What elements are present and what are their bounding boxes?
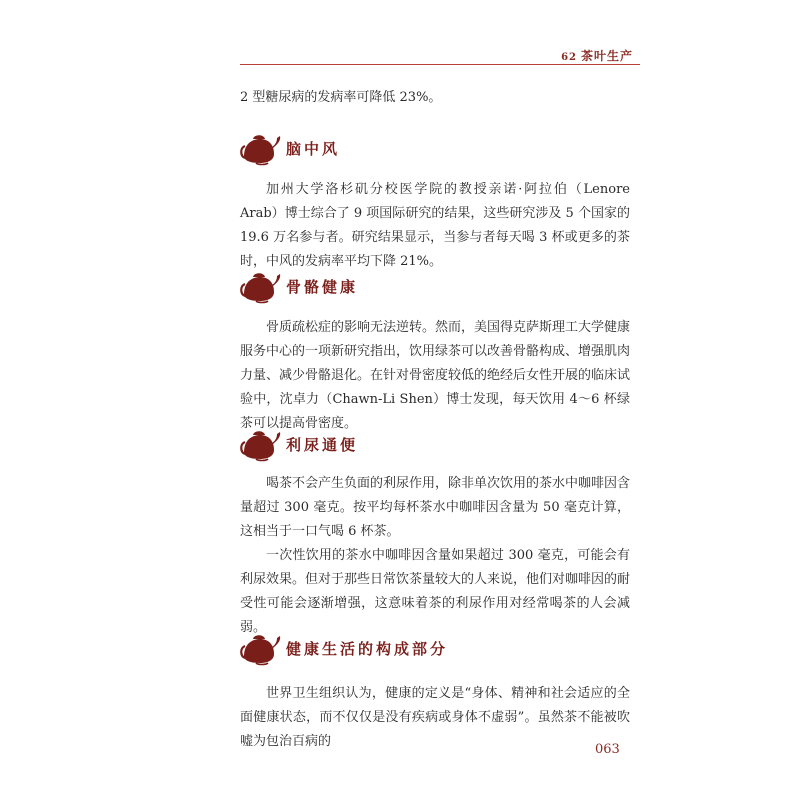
header-chapter-title: 茶叶生产 [580, 49, 633, 63]
section-paragraph: 一次性饮用的茶水中咖啡因含量如果超过 300 毫克，可能会有利尿效果。但对于那些日常饮茶量较大的人来说，他们对咖啡因的耐受性可能会逐渐增强，这意味着茶的利尿作用对经常喝茶的人会减弱。 [240, 548, 631, 635]
section-heading-healthy-life [240, 628, 448, 668]
section-title: 利尿通便 [286, 435, 359, 454]
teapot-icon [240, 426, 282, 462]
section-paragraph: 世界卫生组织认为，健康的定义是“身体、精神和社会适应的全面健康状态，而不仅仅是没有疾病或身体不虚弱”。虽然茶不能被吹嘘为包治百病的 [240, 686, 630, 749]
teapot-icon [240, 130, 282, 166]
header-rule [240, 64, 640, 65]
section-paragraph: 加州大学洛杉矶分校医学院的教授亲诺·阿拉伯（Lenore Arab）博士综合了 9 项国际研究的结果，这些研究涉及 5 个国家的 19.6 万名参与者。研究结果显示，当参与者每天喝 3 杯或更多的茶时，中风的发病率平均下降 21%。 [240, 182, 630, 269]
teapot-icon [240, 268, 282, 304]
section-title: 骨骼健康 [286, 277, 359, 296]
intro-line: 2 型糖尿病的发病率可降低 23%。 [240, 90, 442, 105]
section-heading-diuretic [240, 424, 358, 464]
section-paragraph: 喝茶不会产生负面的利尿作用，除非单次饮用的茶水中咖啡因含量超过 300 毫克。按平均每杯茶水中咖啡因含量为 50 毫克计算，这相当于一口气喝 6 杯茶。 [240, 476, 631, 539]
section-heading-stroke [240, 128, 340, 168]
section-paragraph: 骨质疏松症的影响无法逆转。然而，美国得克萨斯理工大学健康服务中心的一项新研究指出，饮用绿茶可以改善骨骼构成、增强肌肉力量、减少骨骼退化。在针对骨密度较低的绝经后女性开展的临床试验中，沈卓力（Chawn-Li Shen）博士发现，每天饮用 4～6 杯绿茶可以提高骨密度。 [240, 320, 631, 431]
section-title: 健康生活的构成部分 [286, 639, 449, 658]
header-page-number: 62 [561, 52, 577, 63]
running-header [561, 47, 633, 64]
section-heading-bone-health [240, 266, 358, 306]
section-title: 脑中风 [286, 139, 341, 158]
page-number: 063 [595, 742, 620, 757]
teapot-icon [240, 630, 282, 666]
